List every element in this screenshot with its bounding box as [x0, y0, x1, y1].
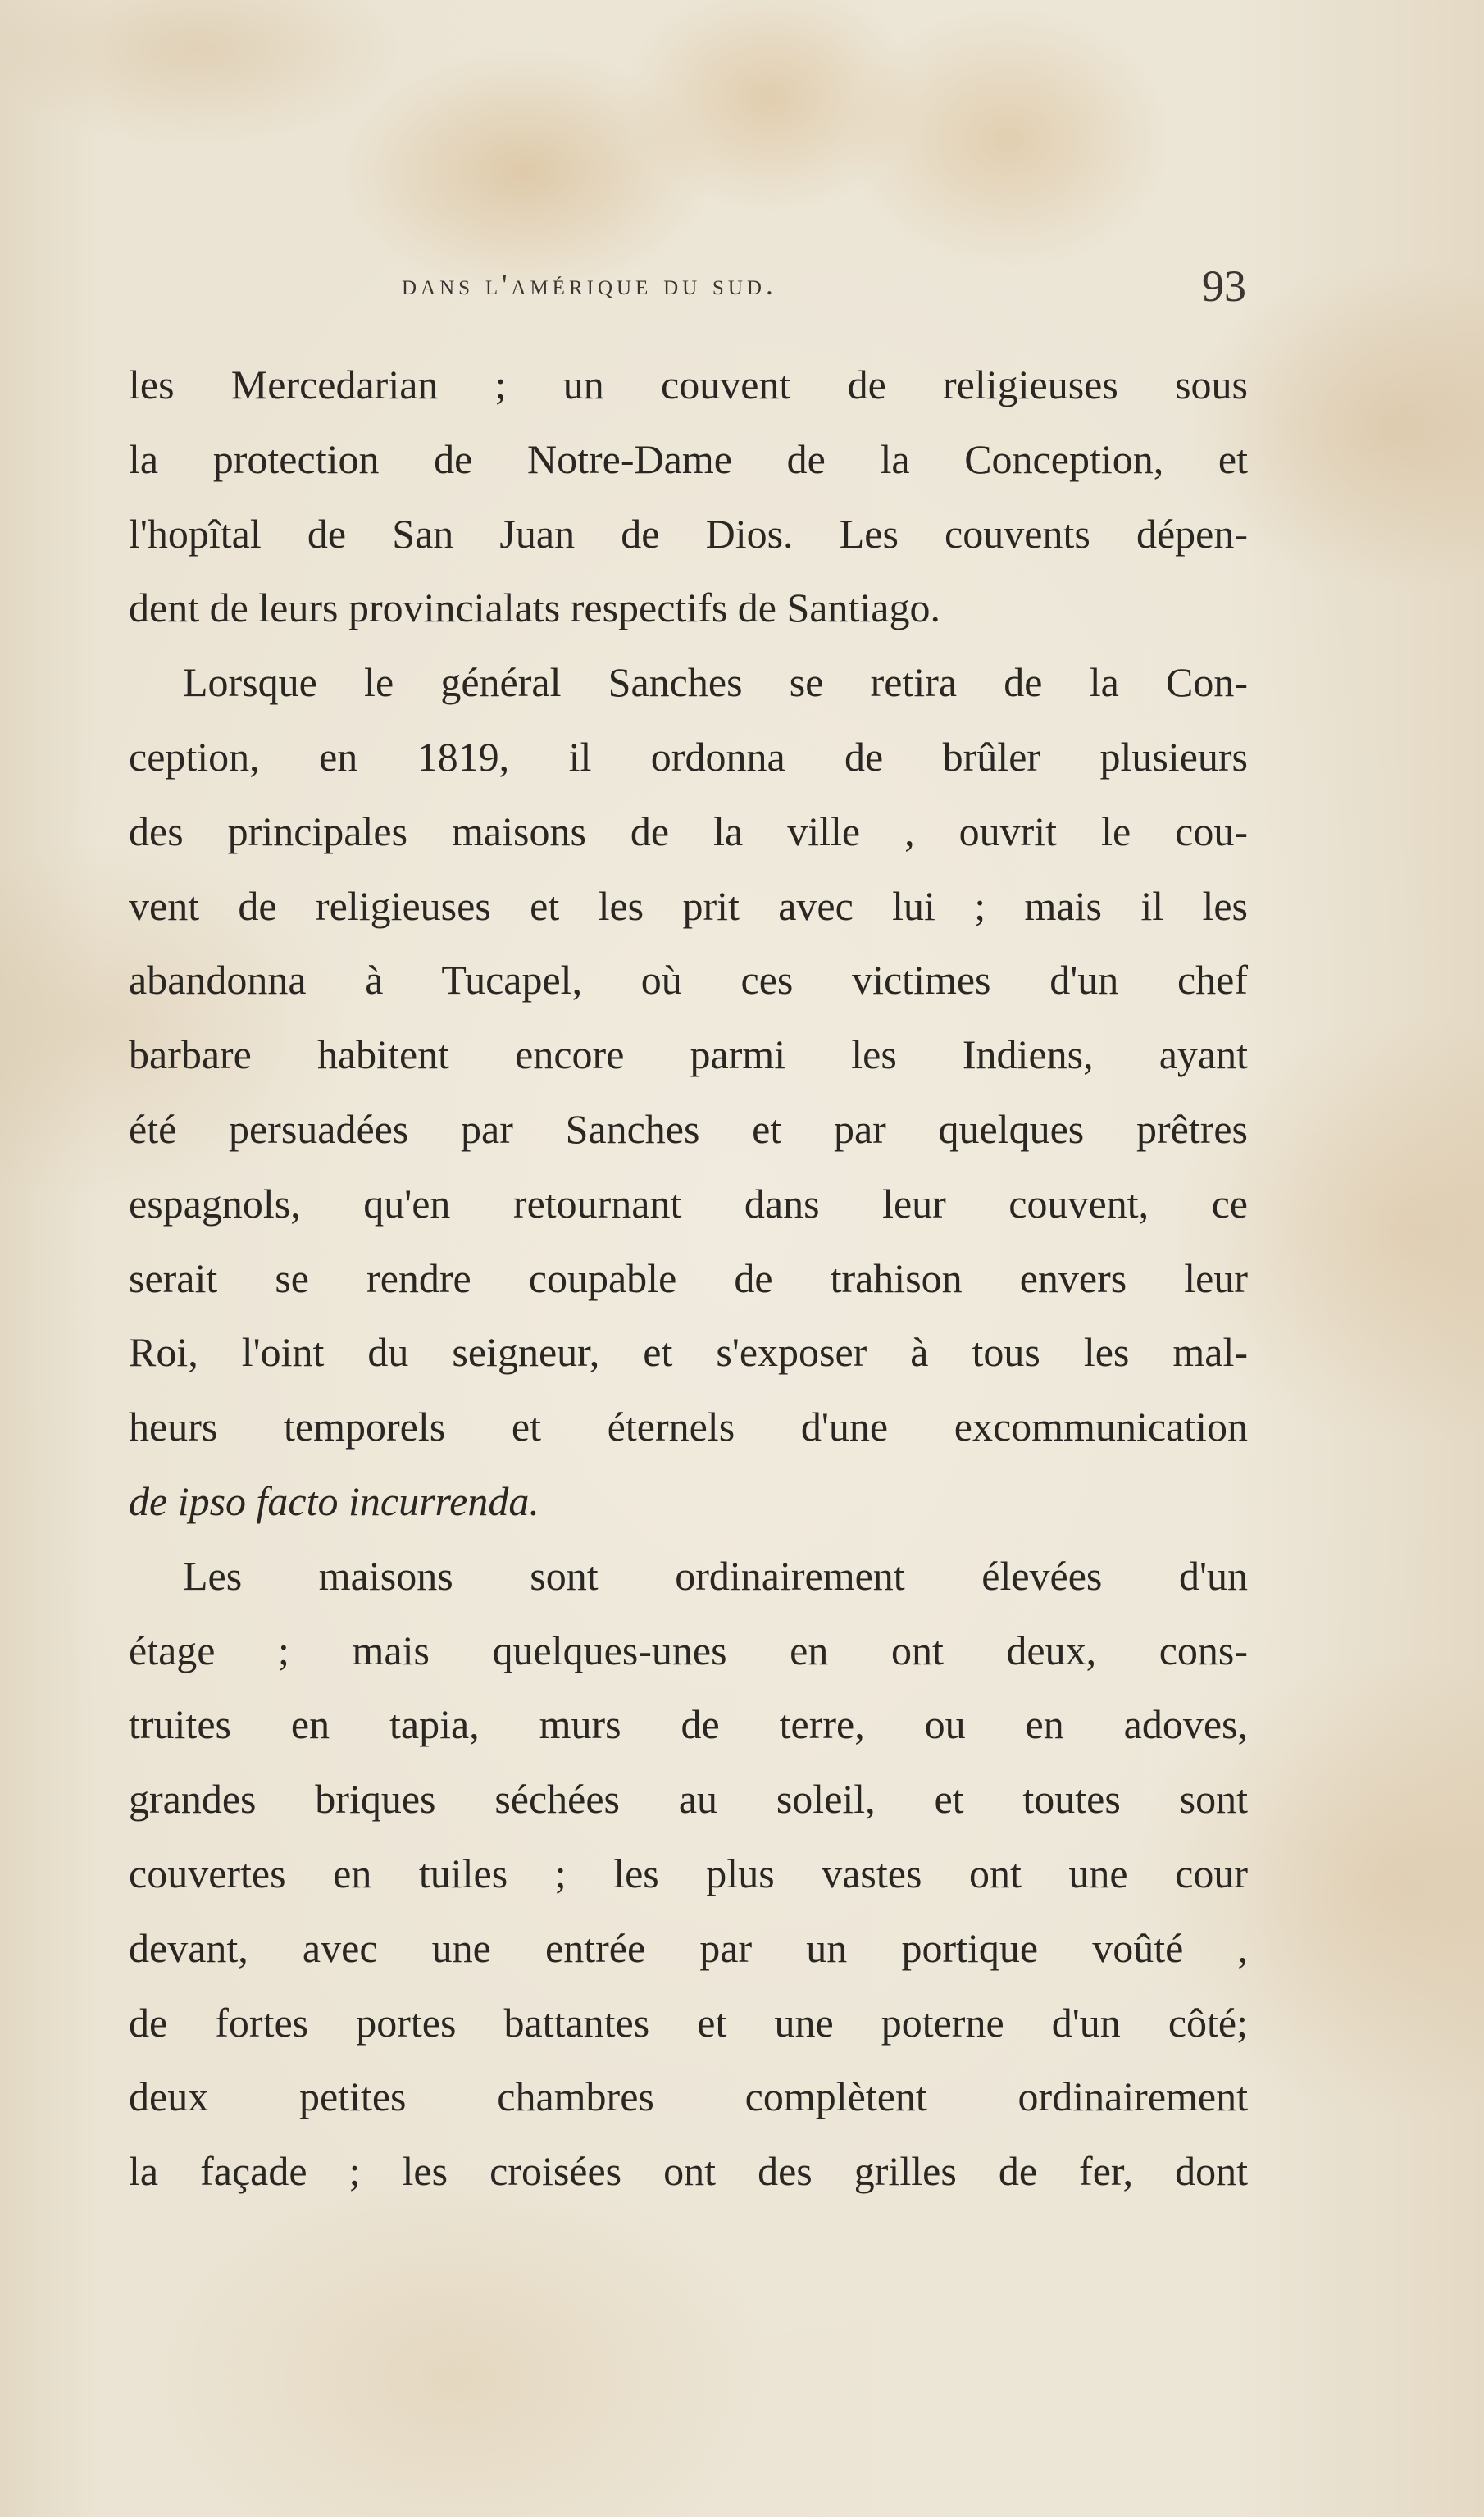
text-line: été persuadées par Sanches et par quelques prêtres — [129, 1105, 1248, 1152]
page-number: 93 — [1202, 262, 1246, 311]
text-line: serait se rendre coupable de trahison envers leur — [129, 1254, 1248, 1301]
text-line: vent de religieuses et les prit avec lui ; mais il les — [129, 882, 1248, 929]
running-head — [402, 261, 1246, 310]
text-line: abandonna à Tucapel, où ces victimes d'un chef — [129, 957, 1248, 1004]
italic-line — [129, 1464, 1248, 1539]
text-line: des principales maisons de la ville , ouvrit le cou- — [129, 808, 1248, 854]
paragraph-3 — [129, 1539, 1248, 2209]
text-line: truites en tapia, murs de terre, ou en adoves, — [129, 1701, 1248, 1748]
text-line: espagnols, qu'en retournant dans leur couvent, ce — [129, 1180, 1248, 1227]
text-line: Les maisons sont ordinairement élevées d'un — [183, 1552, 1248, 1599]
text-line: Lorsque le général Sanches se retira de la Con- — [183, 659, 1248, 706]
body-text — [129, 348, 1248, 2209]
text-line: les Mercedarian ; un couvent de religieuses sous — [129, 362, 1248, 407]
text-line: la protection de Notre-Dame de la Conception, et — [129, 435, 1248, 482]
text-line: deux petites chambres complètent ordinairement — [129, 2073, 1248, 2120]
text-line: grandes briques séchées au soleil, et toutes sont — [129, 1776, 1248, 1823]
text-line: ception, en 1819, il ordonna de brûler plusieurs — [129, 733, 1248, 780]
text-line: étage ; mais quelques-unes en ont deux, cons- — [129, 1627, 1248, 1673]
text-line: Roi, l'oint du seigneur, et s'exposer à tous les mal- — [129, 1329, 1248, 1376]
text-line: dent de leurs provincialats respectifs de Santiago. — [129, 585, 940, 631]
text-line: de fortes portes battantes et une poterne d'un côté; — [129, 1999, 1248, 2046]
text-line: devant, avec une entrée par un portique voûté , — [129, 1924, 1248, 1971]
paragraph-2 — [129, 645, 1248, 1539]
text-line: couvertes en tuiles ; les plus vastes ont une cour — [129, 1850, 1248, 1896]
text-line: l'hopîtal de San Juan de Dios. Les couvents dépen- — [129, 510, 1248, 557]
paragraph-1 — [129, 348, 1248, 645]
text-line: heurs temporels et éternels d'une excommunication — [129, 1404, 1248, 1450]
running-head-title: dans l'amérique du sud. — [402, 269, 777, 301]
text-line: la façade ; les croisées ont des grilles de fer, dont — [129, 2148, 1248, 2195]
text-line: barbare habitent encore parmi les Indiens, ayant — [129, 1031, 1248, 1078]
italic-phrase: de ipso facto incurrenda. — [129, 1477, 539, 1524]
